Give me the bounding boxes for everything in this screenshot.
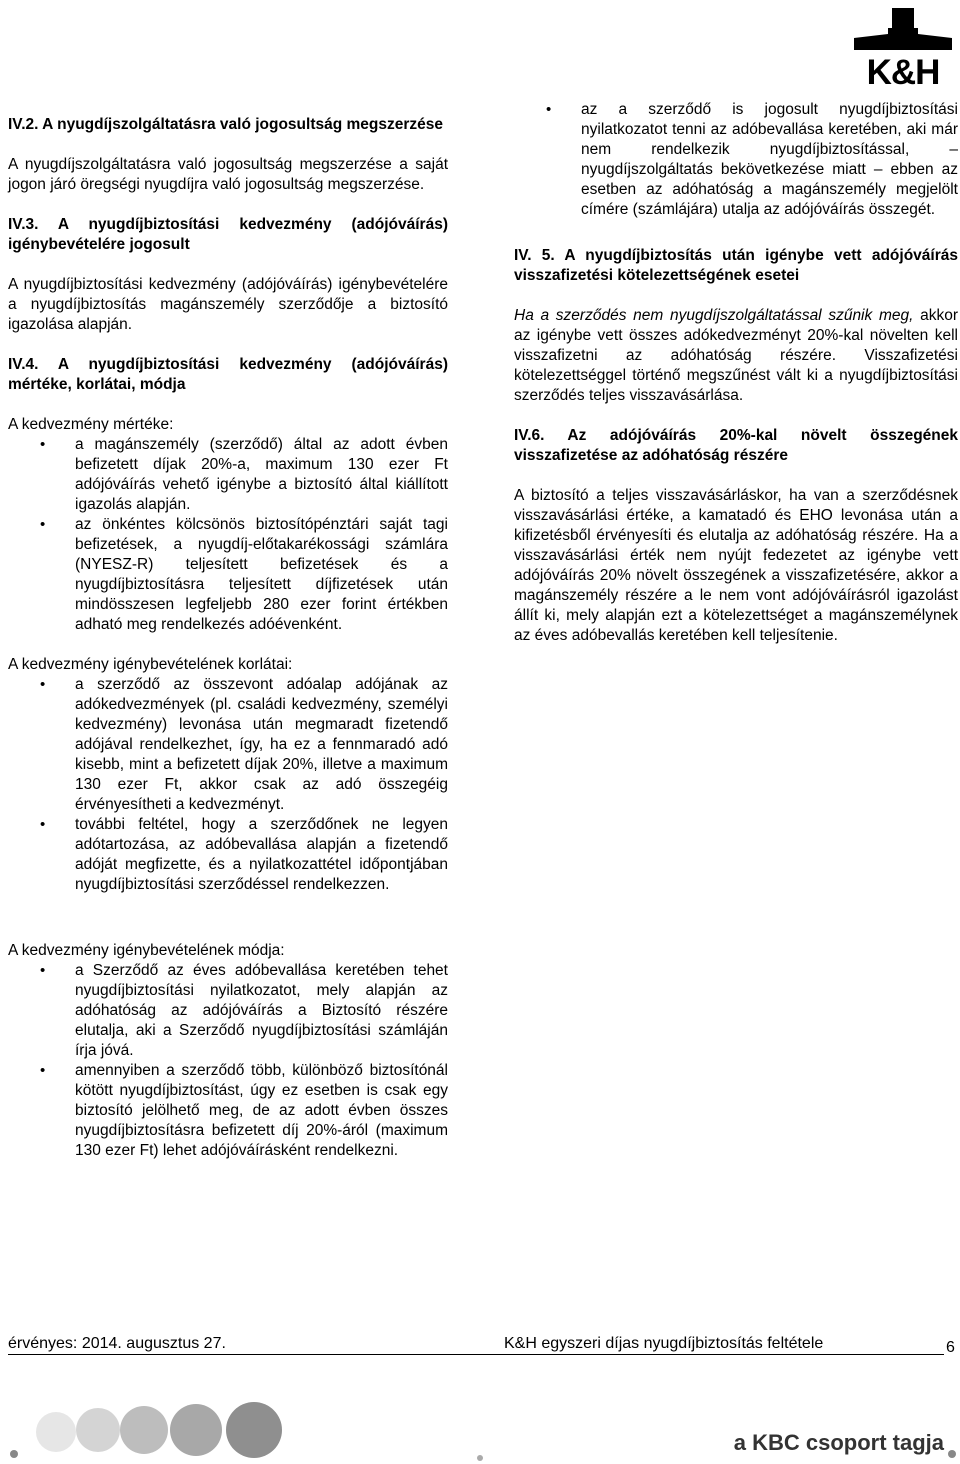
kh-logo-text: K&H xyxy=(866,53,940,92)
limits-label: A kedvezmény igénybevételének korlátai: xyxy=(8,656,293,673)
list-item: • további feltétel, hogy a szerződőnek ne legyen adótartozása, az adóbevallása alapján a fizetendő adóját megfizette, és a nyilatkozattétel időpontjában nyugdíjbiztosítási szerződéssel rendelkezzen. xyxy=(8,815,448,895)
right-column xyxy=(514,100,958,646)
section-title-iv6: IV.6. Az adójóváírás 20%-kal növelt összegének visszafizetése az adóhatóság részére xyxy=(514,427,958,464)
kbc-group-tagline: a KBC csoport tagja xyxy=(733,1430,944,1455)
method-label: A kedvezmény igénybevételének módja: xyxy=(8,942,285,959)
list-item: • a szerződő az összevont adóalap adójának az adókedvezmények (pl. családi kedvezmény, személyi kedvezmény) levonása után megmaradt fizetendő adójával rendelkezhet, így, ha ez a fennmaradó adó kisebb, mint a befizetett díjak 20%, illetve a maximum 130 ezer Ft, akkor csak az adó összegéig érvényesítheti a kedvezményt. xyxy=(8,675,448,815)
list-item: • a magánszemély (szerződő) által az adott évben befizetett díjak 20%-a, maximum 130 ezer Ft adójóváírás vehető igénybe a biztosító által kiállított igazolás alapján. xyxy=(8,435,448,515)
kh-logo xyxy=(848,4,958,90)
right-top-list xyxy=(514,100,958,220)
section-text-iv6: A biztosító a teljes visszavásárláskor, ha van a szerződésnek visszavásárlási értéke, a kamatadó és EHO levonása után a kifizetésből érvényesíti és elutalja az adóhatóság részére. Ha a visszavásárlási érték nem nyújt fedezetet az igénybe vett adójóváírás 20% növelt összegének a visszafizetésére, akkor a magánszemély részére a le nem vont adójóváírásról igazolást állít ki, mely alapján ezt a kötelezettséget a magánszemélynek az éves adóbevallás keretében kell teljesítenie. xyxy=(514,487,958,644)
footer-divider xyxy=(8,1354,944,1355)
measure-label: A kedvezmény mértéke: xyxy=(8,416,174,433)
list-item: • a Szerződő az éves adóbevallása keretében tehet nyugdíjbiztosítási nyilatkozatot, mely alapján az adóhatóság az adójóváírás a Biztosító részére elutalja, aki a Szerződő nyugdíjbiztosítási számláján írja jóvá. xyxy=(8,961,448,1061)
limits-list xyxy=(8,675,448,895)
left-column xyxy=(8,115,448,1161)
section-title-iv2: IV.2. A nyugdíjszolgáltatásra való jogosultság megszerzése xyxy=(8,116,444,133)
section-title-iv3: IV.3. A nyugdíjbiztosítási kedvezmény (adójóváírás) igénybevételére jogosult xyxy=(8,216,448,253)
section-text-iv3: A nyugdíjbiztosítási kedvezmény (adójóváírás) igénybevételére a nyugdíjbiztosítás magánszemély szerződője a biztosító igazolása alapján. xyxy=(8,276,448,333)
section-text-iv2: A nyugdíjszolgáltatásra való jogosultság megszerzése a saját jogon járó öregségi nyugdíjra való jogosultság megszerzése. xyxy=(8,156,448,193)
footer-doc-title: K&H egyszeri díjas nyugdíjbiztosítás feltétele xyxy=(504,1335,824,1352)
list-item: • az önkéntes kölcsönös biztosítópénztári saját tagi befizetések, a nyugdíj-előtakarékossági számlára (NYESZ-R) teljesített befizetések és a nyugdíjbiztosításra teljesített díjfizetések után mindösszesen legfeljebb 280 ezer forint értékben adható meg rendelkezés adóévenként. xyxy=(8,515,448,635)
section-title-iv4: IV.4. A nyugdíjbiztosítási kedvezmény (adójóváírás) mértéke, korlátai, módja xyxy=(8,356,448,393)
page-number: 6 xyxy=(946,1339,955,1356)
kh-logo-mark xyxy=(848,4,958,56)
section-text-iv5 xyxy=(514,306,958,406)
method-list xyxy=(8,961,448,1161)
measure-list xyxy=(8,435,448,635)
footer-valid-date: érvényes: 2014. augusztus 27. xyxy=(8,1335,226,1352)
section-text-iv5-rest: akkor az igénybe vett összes adókedvezményt 20%-kal növelten kell visszafizetni az adóhatóság részére. Visszafizetési kötelezettséggel történő megszűnést vált ki a nyugdíjbiztosítási szerződés teljes visszavásárlása. xyxy=(514,307,959,404)
list-item: • az a szerződő is jogosult nyugdíjbiztosítási nyilatkozatot tenni az adóbevallása keretében, aki már nem rendelkezik nyugdíjbiztosítással, – nyugdíjszolgáltatás bekövetkezése miatt – ebben az esetben az adóhatóság a magánszemély megjelölt címére (számlájára) utalja az adójóváírás összegét. xyxy=(514,100,958,220)
list-item: • amennyiben a szerződő több, különböző biztosítónál kötött nyugdíjbiztosítást, úgy ez esetben is csak egy biztosító jelölhető meg, de az adott évben összes nyugdíjbiztosításra befizetett díj 20%-áról (maximum 130 ezer Ft) lehet adójóváírásként rendelkezni. xyxy=(8,1061,448,1161)
section-text-iv5-italic: Ha a szerződés nem nyugdíjszolgáltatással szűnik meg, xyxy=(514,307,914,324)
section-title-iv5: IV. 5. A nyugdíjbiztosítás után igénybe vett adójóváírás visszafizetési kötelezettségének esetei xyxy=(514,247,958,284)
